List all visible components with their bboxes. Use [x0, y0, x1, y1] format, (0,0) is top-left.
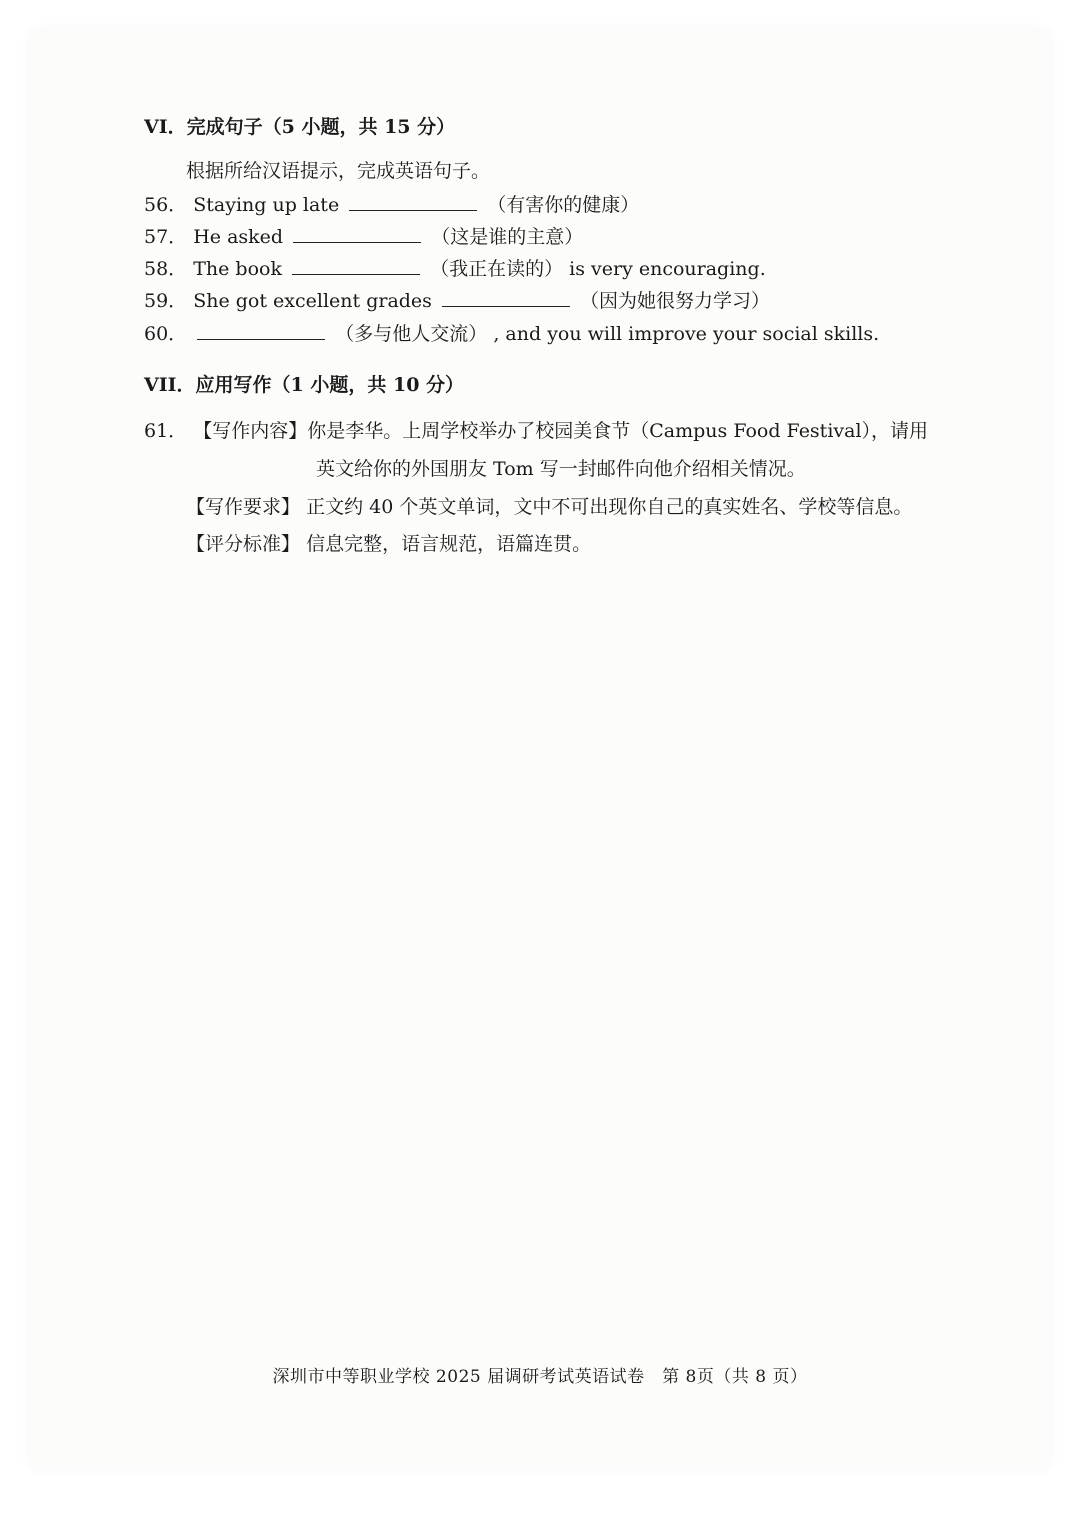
requirement-label: 【写作要求】	[186, 496, 301, 518]
answer-blank[interactable]	[292, 256, 420, 275]
question-number: 56．	[144, 194, 188, 216]
section-6-instruction: 根据所给汉语提示，完成英语句子。	[186, 160, 491, 182]
answer-blank[interactable]	[349, 192, 477, 211]
chinese-hint: （多与他人交流）	[335, 323, 488, 345]
question-number: 59．	[144, 290, 188, 312]
answer-blank[interactable]	[293, 224, 421, 243]
question-text: She got excellent grades	[193, 290, 432, 312]
question-number: 61．	[144, 420, 188, 442]
question-text: Staying up late	[193, 194, 340, 216]
chinese-hint: （我正在读的）	[430, 258, 564, 280]
chinese-hint: （有害你的健康）	[487, 194, 640, 216]
question-number: 58．	[144, 258, 188, 280]
question-text-after: is very encouraging.	[569, 258, 766, 280]
question-59	[144, 288, 770, 314]
question-text: The book	[193, 258, 282, 280]
question-60	[144, 321, 879, 347]
question-61-content	[144, 418, 928, 444]
question-text-after: , and you will improve your social skills.	[493, 323, 880, 345]
content-label: 【写作内容】	[193, 420, 308, 442]
scoring-label: 【评分标准】	[186, 533, 301, 555]
section-7-heading: VII．应用写作（1 小题，共 10 分）	[144, 374, 465, 396]
chinese-hint: （因为她很努力学习）	[580, 290, 771, 312]
scoring-criteria	[186, 531, 591, 557]
question-text: He asked	[193, 226, 284, 248]
question-58	[144, 256, 766, 282]
content-text: 你是李华。上周学校举办了校园美食节（Campus Food Festival），请用	[307, 420, 929, 442]
question-56	[144, 192, 639, 218]
question-number: 57．	[144, 226, 188, 248]
answer-blank[interactable]	[442, 288, 570, 307]
requirement-text: 正文约 40 个英文单词，文中不可出现你自己的真实姓名、学校等信息。	[306, 496, 913, 518]
scoring-text: 信息完整，语言规范，语篇连贯。	[306, 533, 592, 555]
content-text-line-2: 英文给你的外国朋友 Tom 写一封邮件向他介绍相关情况。	[316, 458, 806, 480]
section-6-heading: VI．完成句子（5 小题，共 15 分）	[144, 116, 456, 138]
answer-blank[interactable]	[197, 321, 325, 340]
question-number: 60．	[144, 323, 188, 345]
writing-requirements	[186, 494, 912, 520]
question-57	[144, 224, 583, 250]
page-footer: 深圳市中等职业学校 2025 届调研考试英语试卷 第 8页（共 8 页）	[272, 1367, 808, 1387]
chinese-hint: （这是谁的主意）	[431, 226, 584, 248]
